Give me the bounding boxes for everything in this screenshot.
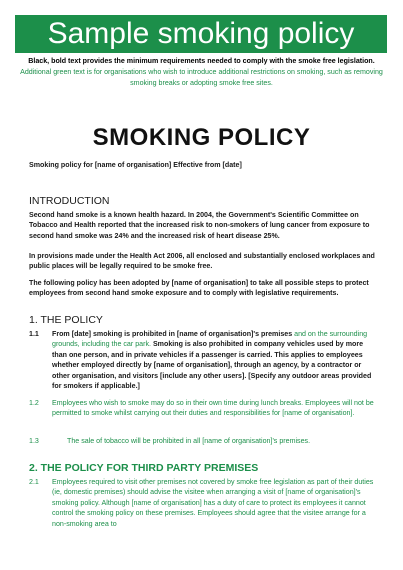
intro-note <box>14 56 389 89</box>
policy-for: Smoking policy for [name of organisation] Effective from [date] <box>29 161 242 169</box>
policy-item-text: From [date] smoking is prohibited in [name of organisation]'s premises <box>52 330 293 338</box>
introduction-paragraph-2: In provisions made under the Health Act 2006, all enclosed and substantially enclosed workplaces and public places will be legally required to be smoke free. <box>29 252 375 271</box>
introduction-heading: INTRODUCTION <box>29 195 110 207</box>
policy-item-text: Employees who wish to smoke may do so in their own time during lunch breaks. Employees will not be permitted to smoke whilst carrying out their duties and responsibilities for [name of organisation]. <box>52 399 374 418</box>
third-party-heading: 2. THE POLICY FOR THIRD PARTY PREMISES <box>29 462 259 474</box>
third-party-item-2-1 <box>29 477 379 529</box>
policy-item-1-2 <box>29 398 379 419</box>
policy-item-number: 1.3 <box>29 437 39 445</box>
intro-note-green: Additional green text is for organisations who wish to introduce additional restrictions on smoking, such as removing smoking breaks or adopting smoke free sites. <box>20 68 383 87</box>
introduction-paragraph-1: Second hand smoke is a known health hazard. In 2004, the Government's Scientific Committee on Tobacco and Health reported that the increased risk to non-smokers of lung cancer from exposure to second hand smoke was 24% and the increased risk of heart disease 25%. <box>29 211 370 240</box>
policy-heading: 1. THE POLICY <box>29 314 103 326</box>
intro-note-black: Black, bold text provides the minimum requirements needed to comply with the smoke free legislation. <box>28 57 375 65</box>
banner-title: Sample smoking policy <box>15 15 387 53</box>
introduction-paragraph-3: The following policy has been adopted by [name of organisation] to take all possible steps to protect employees from second hand smoke exposure and to comply with legislative requirements. <box>29 279 369 298</box>
policy-item-1-3 <box>29 436 379 446</box>
document-title: SMOKING POLICY <box>92 124 311 151</box>
policy-item-number: 1.1 <box>29 330 39 338</box>
policy-item-text: and on the surrounding grounds, including the car park. <box>52 330 368 349</box>
policy-item-number: 1.2 <box>29 399 39 407</box>
policy-item-text: Smoking is also prohibited in company vehicles used by more than one person, and in private vehicles if a passenger is carried. This applies to employees whether employed directly by [name of organisation], through an agency, by a contractor or other organisation, and visitors [include any other users]. [Specify any outdoor areas provided for smokers if applicable.] <box>52 340 372 391</box>
policy-item-1-1 <box>29 329 379 391</box>
policy-item-text: The sale of tobacco will be prohibited in all [name of organisation]'s premises. <box>67 437 311 445</box>
third-party-item-number: 2.1 <box>29 478 39 486</box>
third-party-item-text: Employees required to visit other premises not covered by smoke free legislation as part of their duties (ie, domestic premises) should advise the visitee when arranging a visit of [name of organisation]'s smoking policy. Although [name of organisation] has a duty of care to protect its employees it cannot control the smoking policy on these premises. Employees should agree that the visitee arrange for a non-smoking area to <box>52 478 374 528</box>
